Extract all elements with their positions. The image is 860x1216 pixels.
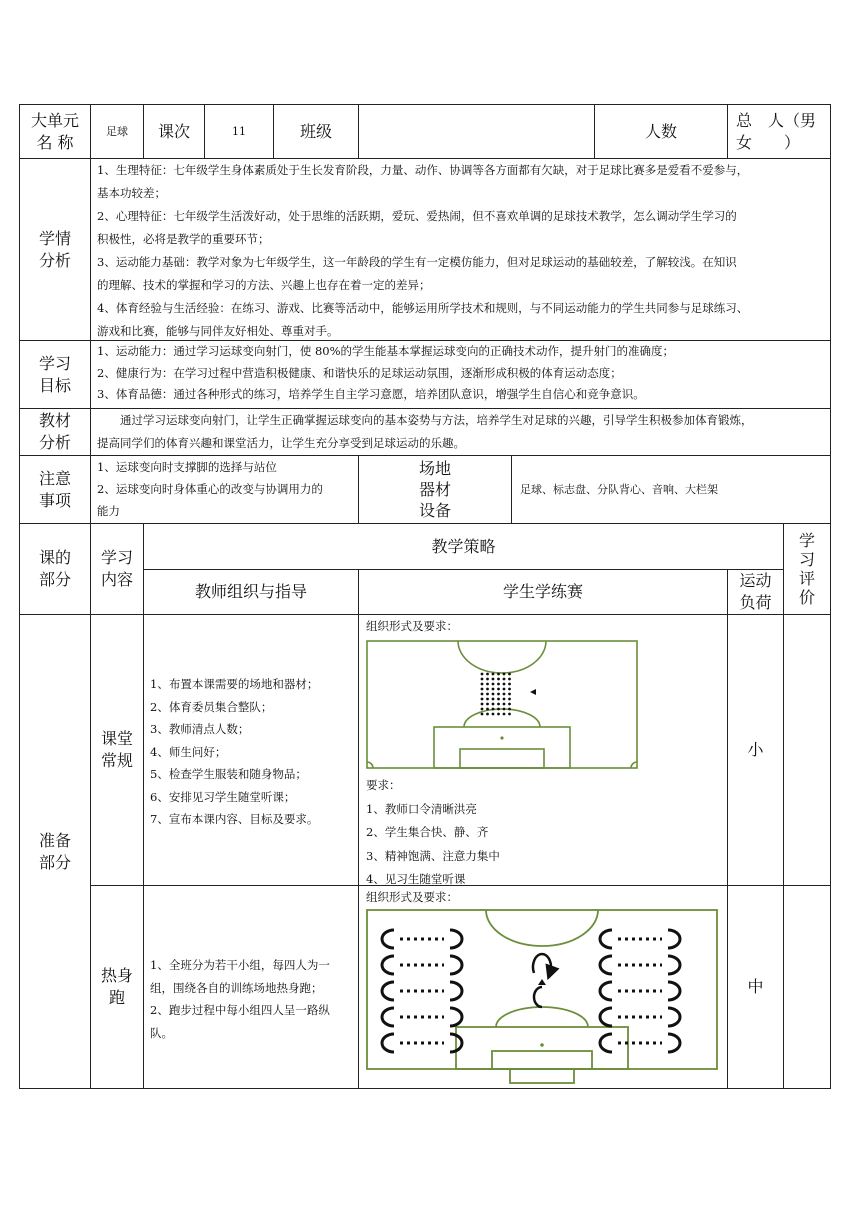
running-loop [600,982,612,1000]
list-item: 2、体育委员集合整队； [150,699,273,714]
running-loop [382,982,394,1000]
lesson-label: 课次 [157,121,190,141]
student-dot [492,688,495,691]
warmup-org-label: 组织形式及要求： [366,890,458,904]
student-dot [497,703,500,706]
list-item: 4、师生问好； [150,744,227,759]
running-loop [668,1034,680,1052]
running-loop [600,1034,612,1052]
student-dot [492,693,495,696]
running-loop [382,1008,394,1026]
student-dot [481,693,484,696]
material-line: 通过学习运球变向射门，让学生正确掌握运球变向的基本姿势与方法，培养学生对足球的兴趣，引导学生积极参加体育锻炼， [97,413,753,427]
venue-label: 场地 器材 设备 [418,459,451,520]
strategy-header: 教学策略 [431,536,496,556]
student-dot [508,698,511,701]
material-line: 提高同学们的体育兴趣和课堂活力，让学生充分享受到足球运动的乐趣。 [97,436,465,450]
student-dot [497,673,500,676]
note-line: 1、运球变向时支撑脚的选择与站位 [97,460,277,474]
list-item: 3、教师清点人数； [150,722,250,736]
student-dot [492,713,495,716]
routine-load: 小 [747,740,764,759]
student-dot [508,678,511,681]
requirement-line: 4、见习生随堂听课 [366,872,466,886]
running-loop [668,930,680,948]
student-dot [486,673,489,676]
analysis-line: 积极性，必将是教学的重要环节； [97,232,270,246]
grid-line [511,455,512,523]
student-dot [486,698,489,701]
analysis-line: 基本功较差； [97,186,166,200]
student-dot [492,678,495,681]
running-loop [668,1008,680,1026]
student-dot [481,698,484,701]
grid-line [19,1088,831,1089]
student-dot [497,708,500,711]
class-label: 班级 [299,121,332,141]
student-dot [486,678,489,681]
analysis-label: 学情 分析 [38,228,71,270]
routine-org-label: 组织形式及要求： [366,619,458,633]
prep-part-label: 准备 部分 [38,830,71,872]
analysis-text [97,159,827,343]
student-dot [503,688,506,691]
requirement-line: 2、学生集合快、静、齐 [366,825,489,839]
material-label: 教材 分析 [38,411,71,452]
teacher-header: 教师组织与指导 [194,582,307,601]
analysis-line: 2、心理特征：七年级学生活泼好动，处于思维的活跃期，爱玩、爱热闹，但不喜欢单调的足球技术教学，怎么调动学生学习的 [97,209,737,223]
student-dot [481,708,484,711]
arrow-up-icon [538,979,546,985]
student-dot [508,703,511,706]
grid-line [358,104,359,158]
running-loop [600,1008,612,1026]
student-dot [503,698,506,701]
student-dot [503,673,506,676]
student-dot [492,708,495,711]
student-dot [503,713,506,716]
student-dot [481,688,484,691]
running-loop [450,982,462,1000]
content-header: 学习 内容 [100,548,133,589]
student-dot [508,693,511,696]
grid-line [358,569,359,1089]
list-item: 1、布置本课需要的场地和器材； [150,677,319,691]
student-dot [508,673,511,676]
requirement-line: 要求： [366,778,401,792]
grid-line [90,455,91,523]
running-loop [668,982,680,1000]
routine-teacher-list [150,673,355,831]
lesson-value: 11 [232,125,246,138]
student-dot [508,713,511,716]
student-dot [486,688,489,691]
student-dot [486,683,489,686]
evaluation-header: 学 习 评 价 [798,531,815,607]
student-dot [497,678,500,681]
running-loop [382,930,394,948]
student-dot [503,708,506,711]
warmup-load: 中 [747,977,764,996]
venue-value: 足球、标志盘、分队背心、音响、大栏架 [520,483,718,496]
list-item: 7、宣布本课内容、目标及要求。 [150,812,319,826]
student-dot [503,703,506,706]
load-header: 运动 负荷 [739,571,772,612]
analysis-line: 的理解、技术的掌握和学习的方法、兴趣上也存在着一定的差异； [97,278,431,292]
warmup-teacher-list [150,954,355,1044]
student-dot [481,678,484,681]
running-loop [382,956,394,974]
running-loop [382,1034,394,1052]
student-dot [486,713,489,716]
student-dot [497,693,500,696]
total-gender-label: 总 人（男 女 ） [736,110,817,152]
routine-requirements [366,774,500,892]
list-item: 1、全班分为若干小组，每四人为一 [150,958,330,972]
list-item: 队。 [150,1025,173,1040]
list-item: 5、检查学生服装和随身物品； [150,767,307,781]
student-dot [481,683,484,686]
student-dot [508,683,511,686]
warmup-content-label: 热身 跑 [100,966,133,1007]
running-loop [450,930,462,948]
goals-text [97,341,827,406]
goals-label: 学习 目标 [38,353,71,395]
student-dot [492,703,495,706]
list-item: 2、跑步过程中每小组四人呈一路纵 [150,1003,330,1017]
analysis-line: 4、体育经验与生活经验：在练习、游戏、比赛等活动中，能够运用所学技术和规则，与不同运动能力的学生共同参与足球练习、 [97,301,749,315]
running-loop [600,930,612,948]
goal-line: 2、健康行为：在学习过程中营造积极健康、和谐快乐的足球运动氛围，逐渐形成积极的体育运动态度； [97,365,622,380]
student-dot [497,698,500,701]
student-dot [508,708,511,711]
student-dot [492,683,495,686]
student-dot [492,698,495,701]
list-item: 6、安排见习学生随堂听课； [150,789,296,804]
running-loop [600,956,612,974]
student-dot [486,708,489,711]
note-line: 能力 [97,504,120,518]
student-dot [481,703,484,706]
student-dot [481,673,484,676]
student-dot [486,703,489,706]
student-dot [503,683,506,686]
requirement-line: 1、教师口令清晰洪亮 [366,801,477,816]
unit-name-label: 大单元 名 称 [30,110,79,152]
student-dot [497,683,500,686]
unit-name-value: 足球 [106,125,128,138]
goal-line: 1、运动能力：通过学习运球变向射门，使 80%的学生能基本掌握运球变向的正确技术动作，提升射门的准确度； [97,344,675,358]
warmup-field-diagram [366,909,718,1084]
notes-label: 注意 事项 [38,468,71,510]
routine-content-label: 课堂 常规 [100,729,133,770]
student-dot [508,688,511,691]
goal-line: 3、体育品德：通过各种形式的练习，培养学生自主学习意愿，培养团队意识，增强学生自信心和竞争意识。 [97,387,645,401]
student-header: 学生学练赛 [502,582,583,601]
student-dot [481,713,484,716]
student-dot [497,713,500,716]
student-dot [503,678,506,681]
material-text [97,409,827,455]
list-item: 组，围绕各自的训练场地热身跑； [150,980,323,995]
requirement-line: 3、精神饱满、注意力集中 [366,848,500,863]
analysis-line: 1、生理特征：七年级学生身体素质处于生长发育阶段，力量、动作、协调等各方面都有欠缺，对于足球比赛多是爱看不爱参与， [97,163,749,177]
student-count-label: 人数 [644,121,677,141]
notes-text [97,456,355,522]
teacher-marker-icon [530,689,536,695]
grid-line [830,104,831,1089]
analysis-line: 3、运动能力基础：教学对象为七年级学生，这一年龄段的学生有一定模仿能力，但对足球运动的基础较差，了解较浅。在知识 [97,255,737,269]
analysis-line: 游戏和比赛，能够与同伴友好相处、尊重对手。 [97,324,339,338]
part-header: 课的 部分 [38,548,71,589]
running-loop [450,956,462,974]
student-dot [503,693,506,696]
running-loop [450,1008,462,1026]
note-line: 2、运球变向时身体重心的改变与协调用力的 [97,482,323,496]
student-dot [492,673,495,676]
grid-line [90,158,91,455]
student-dot [486,693,489,696]
assembly-field-diagram [366,640,638,770]
running-loop [668,956,680,974]
student-dot [497,688,500,691]
